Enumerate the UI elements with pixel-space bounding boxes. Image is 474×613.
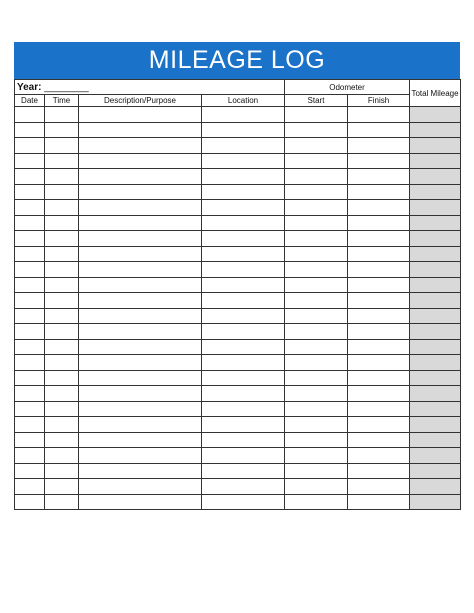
time-header: Time [45, 95, 79, 107]
year-field[interactable] [15, 80, 285, 95]
odometer-finish-header: Finish [348, 95, 410, 107]
odometer-start-cell[interactable] [285, 184, 348, 200]
location-cell[interactable] [202, 107, 285, 123]
location-cell[interactable] [202, 401, 285, 417]
time-cell[interactable] [45, 277, 79, 293]
location-cell[interactable] [202, 231, 285, 247]
odometer-finish-cell[interactable] [348, 122, 410, 138]
description-cell[interactable] [79, 138, 202, 154]
table-row [15, 277, 461, 293]
time-cell[interactable] [45, 184, 79, 200]
time-cell[interactable] [45, 122, 79, 138]
time-cell[interactable] [45, 200, 79, 216]
time-cell[interactable] [45, 479, 79, 495]
table-row [15, 122, 461, 138]
table-row [15, 293, 461, 309]
odometer-finish-cell[interactable] [348, 107, 410, 123]
description-cell[interactable] [79, 293, 202, 309]
odometer-start-cell[interactable] [285, 463, 348, 479]
table-row [15, 432, 461, 448]
total-mileage-cell[interactable] [410, 417, 461, 433]
location-cell[interactable] [202, 262, 285, 278]
total-mileage-cell[interactable] [410, 277, 461, 293]
odometer-start-cell[interactable] [285, 479, 348, 495]
total-mileage-cell[interactable] [410, 122, 461, 138]
date-cell[interactable] [15, 324, 45, 340]
total-mileage-cell[interactable] [410, 324, 461, 340]
table-row [15, 308, 461, 324]
table-row [15, 215, 461, 231]
odometer-finish-cell[interactable] [348, 355, 410, 371]
time-cell[interactable] [45, 324, 79, 340]
odometer-start-cell[interactable] [285, 153, 348, 169]
date-cell[interactable] [15, 184, 45, 200]
odometer-start-cell[interactable] [285, 355, 348, 371]
date-cell[interactable] [15, 386, 45, 402]
description-cell[interactable] [79, 463, 202, 479]
odometer-finish-cell[interactable] [348, 277, 410, 293]
odometer-start-cell[interactable] [285, 293, 348, 309]
total-mileage-cell[interactable] [410, 246, 461, 262]
date-cell[interactable] [15, 494, 45, 510]
total-mileage-cell[interactable] [410, 231, 461, 247]
total-mileage-cell[interactable] [410, 107, 461, 123]
location-cell[interactable] [202, 417, 285, 433]
location-cell[interactable] [202, 200, 285, 216]
time-cell[interactable] [45, 401, 79, 417]
total-mileage-cell[interactable] [410, 401, 461, 417]
description-cell[interactable] [79, 386, 202, 402]
table-row [15, 324, 461, 340]
description-cell[interactable] [79, 324, 202, 340]
location-cell[interactable] [202, 169, 285, 185]
year-label: Year: [17, 81, 42, 93]
time-cell[interactable] [45, 138, 79, 154]
location-cell[interactable] [202, 153, 285, 169]
total-mileage-cell[interactable] [410, 184, 461, 200]
odometer-start-cell[interactable] [285, 169, 348, 185]
time-cell[interactable] [45, 262, 79, 278]
table-row [15, 153, 461, 169]
total-mileage-cell[interactable] [410, 479, 461, 495]
odometer-start-cell[interactable] [285, 494, 348, 510]
page-title-banner [14, 42, 460, 79]
date-header: Date [15, 95, 45, 107]
odometer-header: Odometer [285, 80, 410, 95]
odometer-finish-cell[interactable] [348, 448, 410, 464]
description-cell[interactable] [79, 262, 202, 278]
odometer-start-header: Start [285, 95, 348, 107]
table-row [15, 169, 461, 185]
date-cell[interactable] [15, 339, 45, 355]
odometer-finish-cell[interactable] [348, 184, 410, 200]
odometer-start-cell[interactable] [285, 417, 348, 433]
total-mileage-cell[interactable] [410, 432, 461, 448]
description-cell[interactable] [79, 153, 202, 169]
location-header: Location [202, 95, 285, 107]
table-row [15, 463, 461, 479]
odometer-start-cell[interactable] [285, 324, 348, 340]
total-mileage-cell[interactable] [410, 448, 461, 464]
odometer-start-cell[interactable] [285, 401, 348, 417]
odometer-start-cell[interactable] [285, 215, 348, 231]
date-cell[interactable] [15, 355, 45, 371]
odometer-start-cell[interactable] [285, 122, 348, 138]
total-mileage-cell[interactable] [410, 355, 461, 371]
odometer-finish-cell[interactable] [348, 386, 410, 402]
odometer-finish-cell[interactable] [348, 200, 410, 216]
location-cell[interactable] [202, 494, 285, 510]
total-mileage-cell[interactable] [410, 262, 461, 278]
total-mileage-cell[interactable] [410, 386, 461, 402]
time-cell[interactable] [45, 494, 79, 510]
description-cell[interactable] [79, 169, 202, 185]
odometer-start-cell[interactable] [285, 200, 348, 216]
date-cell[interactable] [15, 169, 45, 185]
time-cell[interactable] [45, 246, 79, 262]
time-cell[interactable] [45, 417, 79, 433]
odometer-finish-cell[interactable] [348, 293, 410, 309]
odometer-start-cell[interactable] [285, 246, 348, 262]
location-cell[interactable] [202, 215, 285, 231]
time-cell[interactable] [45, 153, 79, 169]
time-cell[interactable] [45, 463, 79, 479]
description-cell[interactable] [79, 308, 202, 324]
total-mileage-cell[interactable] [410, 494, 461, 510]
time-cell[interactable] [45, 386, 79, 402]
total-mileage-cell[interactable] [410, 200, 461, 216]
odometer-finish-cell[interactable] [348, 246, 410, 262]
location-cell[interactable] [202, 370, 285, 386]
total-mileage-cell[interactable] [410, 308, 461, 324]
location-cell[interactable] [202, 122, 285, 138]
description-cell[interactable] [79, 448, 202, 464]
date-cell[interactable] [15, 231, 45, 247]
description-cell[interactable] [79, 200, 202, 216]
table-row [15, 138, 461, 154]
location-cell[interactable] [202, 293, 285, 309]
date-cell[interactable] [15, 138, 45, 154]
description-cell[interactable] [79, 494, 202, 510]
odometer-start-cell[interactable] [285, 231, 348, 247]
table-row [15, 200, 461, 216]
description-cell[interactable] [79, 231, 202, 247]
year-blank: ________ [44, 81, 89, 93]
odometer-finish-cell[interactable] [348, 463, 410, 479]
total-mileage-cell[interactable] [410, 138, 461, 154]
total-mileage-cell[interactable] [410, 169, 461, 185]
page-title: MILEAGE LOG [148, 46, 326, 74]
table-row [15, 494, 461, 510]
total-mileage-header: Total Mileage [410, 80, 461, 107]
date-cell[interactable] [15, 401, 45, 417]
location-cell[interactable] [202, 184, 285, 200]
odometer-finish-cell[interactable] [348, 324, 410, 340]
odometer-start-cell[interactable] [285, 386, 348, 402]
log-body [15, 107, 461, 510]
date-cell[interactable] [15, 293, 45, 309]
description-cell[interactable] [79, 370, 202, 386]
description-cell[interactable] [79, 417, 202, 433]
odometer-finish-cell[interactable] [348, 153, 410, 169]
description-cell[interactable] [79, 246, 202, 262]
description-header: Description/Purpose [79, 95, 202, 107]
odometer-finish-cell[interactable] [348, 308, 410, 324]
date-cell[interactable] [15, 479, 45, 495]
table-row [15, 246, 461, 262]
time-cell[interactable] [45, 370, 79, 386]
location-cell[interactable] [202, 463, 285, 479]
table-row [15, 339, 461, 355]
time-cell[interactable] [45, 339, 79, 355]
location-cell[interactable] [202, 324, 285, 340]
odometer-finish-cell[interactable] [348, 339, 410, 355]
date-cell[interactable] [15, 432, 45, 448]
odometer-finish-cell[interactable] [348, 231, 410, 247]
description-cell[interactable] [79, 184, 202, 200]
date-cell[interactable] [15, 153, 45, 169]
location-cell[interactable] [202, 448, 285, 464]
location-cell[interactable] [202, 277, 285, 293]
table-row [15, 370, 461, 386]
time-cell[interactable] [45, 107, 79, 123]
odometer-finish-cell[interactable] [348, 169, 410, 185]
total-mileage-cell[interactable] [410, 293, 461, 309]
odometer-finish-cell[interactable] [348, 432, 410, 448]
date-cell[interactable] [15, 277, 45, 293]
date-cell[interactable] [15, 448, 45, 464]
odometer-start-cell[interactable] [285, 138, 348, 154]
table-row [15, 448, 461, 464]
table-row [15, 262, 461, 278]
total-mileage-cell[interactable] [410, 339, 461, 355]
description-cell[interactable] [79, 277, 202, 293]
odometer-start-cell[interactable] [285, 277, 348, 293]
location-cell[interactable] [202, 355, 285, 371]
odometer-start-cell[interactable] [285, 107, 348, 123]
date-cell[interactable] [15, 122, 45, 138]
time-cell[interactable] [45, 308, 79, 324]
date-cell[interactable] [15, 308, 45, 324]
odometer-start-cell[interactable] [285, 432, 348, 448]
date-cell[interactable] [15, 200, 45, 216]
odometer-start-cell[interactable] [285, 308, 348, 324]
time-cell[interactable] [45, 215, 79, 231]
date-cell[interactable] [15, 417, 45, 433]
description-cell[interactable] [79, 355, 202, 371]
date-cell[interactable] [15, 107, 45, 123]
date-cell[interactable] [15, 370, 45, 386]
description-cell[interactable] [79, 432, 202, 448]
odometer-finish-cell[interactable] [348, 262, 410, 278]
total-mileage-cell[interactable] [410, 153, 461, 169]
time-cell[interactable] [45, 432, 79, 448]
location-cell[interactable] [202, 339, 285, 355]
date-cell[interactable] [15, 463, 45, 479]
odometer-start-cell[interactable] [285, 448, 348, 464]
location-cell[interactable] [202, 432, 285, 448]
odometer-finish-cell[interactable] [348, 494, 410, 510]
table-row [15, 417, 461, 433]
location-cell[interactable] [202, 308, 285, 324]
table-row [15, 355, 461, 371]
location-cell[interactable] [202, 138, 285, 154]
odometer-finish-cell[interactable] [348, 417, 410, 433]
total-mileage-cell[interactable] [410, 370, 461, 386]
date-cell[interactable] [15, 215, 45, 231]
table-row [15, 401, 461, 417]
time-cell[interactable] [45, 169, 79, 185]
odometer-start-cell[interactable] [285, 370, 348, 386]
description-cell[interactable] [79, 401, 202, 417]
odometer-finish-cell[interactable] [348, 401, 410, 417]
description-cell[interactable] [79, 479, 202, 495]
odometer-finish-cell[interactable] [348, 215, 410, 231]
time-cell[interactable] [45, 293, 79, 309]
mileage-table [14, 79, 461, 510]
table-row [15, 479, 461, 495]
total-mileage-cell[interactable] [410, 463, 461, 479]
table-row [15, 231, 461, 247]
date-cell[interactable] [15, 246, 45, 262]
total-mileage-cell[interactable] [410, 215, 461, 231]
description-cell[interactable] [79, 339, 202, 355]
description-cell[interactable] [79, 215, 202, 231]
location-cell[interactable] [202, 479, 285, 495]
description-cell[interactable] [79, 107, 202, 123]
odometer-start-cell[interactable] [285, 339, 348, 355]
odometer-start-cell[interactable] [285, 262, 348, 278]
location-cell[interactable] [202, 246, 285, 262]
table-row [15, 107, 461, 123]
time-cell[interactable] [45, 355, 79, 371]
date-cell[interactable] [15, 262, 45, 278]
table-row [15, 184, 461, 200]
time-cell[interactable] [45, 448, 79, 464]
odometer-finish-cell[interactable] [348, 479, 410, 495]
table-row [15, 386, 461, 402]
mileage-log-sheet [14, 42, 460, 510]
odometer-finish-cell[interactable] [348, 138, 410, 154]
time-cell[interactable] [45, 231, 79, 247]
odometer-finish-cell[interactable] [348, 370, 410, 386]
location-cell[interactable] [202, 386, 285, 402]
description-cell[interactable] [79, 122, 202, 138]
